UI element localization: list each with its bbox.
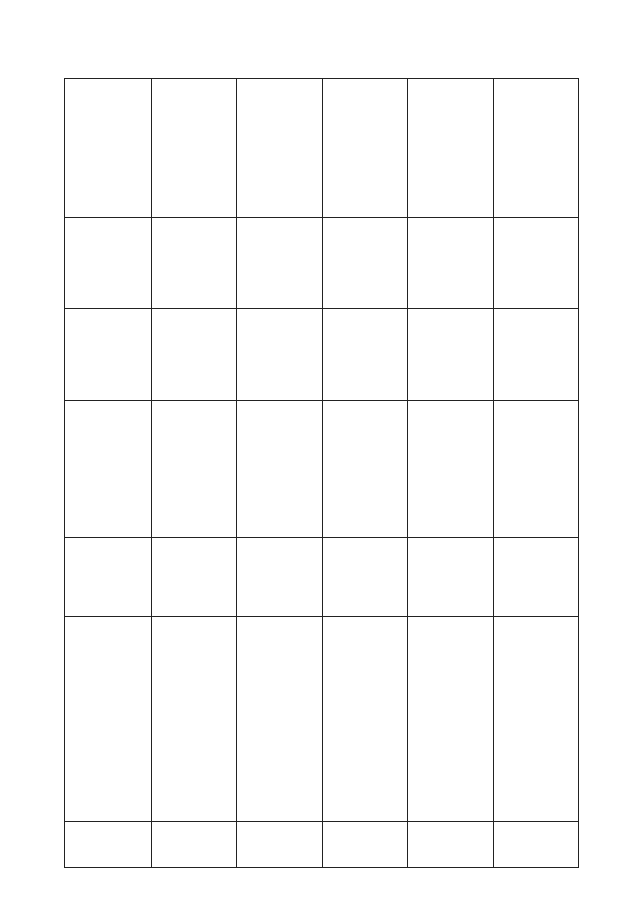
works-cell	[408, 400, 493, 537]
address-cell	[152, 616, 237, 821]
year-cell	[65, 79, 151, 217]
code-cell	[237, 217, 322, 308]
table-row	[493, 79, 579, 867]
code-cell	[494, 217, 579, 308]
table-row	[407, 79, 493, 867]
area-cell	[152, 537, 237, 616]
area-cell	[65, 537, 151, 616]
code-cell	[65, 217, 151, 308]
address-cell	[237, 616, 322, 821]
cost-cell	[323, 308, 408, 400]
works-cell	[494, 400, 579, 537]
row-index-cell	[408, 821, 493, 867]
table-row	[65, 79, 151, 867]
cost-cell	[237, 308, 322, 400]
repair-table	[64, 78, 579, 868]
works-cell	[65, 400, 151, 537]
row-index-cell	[323, 821, 408, 867]
cost-cell	[408, 308, 493, 400]
year-cell	[323, 79, 408, 217]
address-cell	[323, 616, 408, 821]
area-cell	[237, 537, 322, 616]
area-cell	[408, 537, 493, 616]
address-cell	[408, 616, 493, 821]
cost-cell	[494, 308, 579, 400]
code-cell	[152, 217, 237, 308]
row-index-cell	[494, 821, 579, 867]
year-cell	[237, 79, 322, 217]
works-cell	[323, 400, 408, 537]
address-cell	[65, 616, 151, 821]
table-row	[322, 79, 408, 867]
cost-cell	[152, 308, 237, 400]
row-index-cell	[65, 821, 151, 867]
area-cell	[494, 537, 579, 616]
table-row	[151, 79, 237, 867]
works-cell	[237, 400, 322, 537]
row-index-cell	[237, 821, 322, 867]
row-index-cell	[152, 821, 237, 867]
code-cell	[408, 217, 493, 308]
address-cell	[494, 616, 579, 821]
area-cell	[323, 537, 408, 616]
year-cell	[408, 79, 493, 217]
cost-cell	[65, 308, 151, 400]
code-cell	[323, 217, 408, 308]
works-cell	[152, 400, 237, 537]
table-row	[236, 79, 322, 867]
year-cell	[494, 79, 579, 217]
year-cell	[152, 79, 237, 217]
